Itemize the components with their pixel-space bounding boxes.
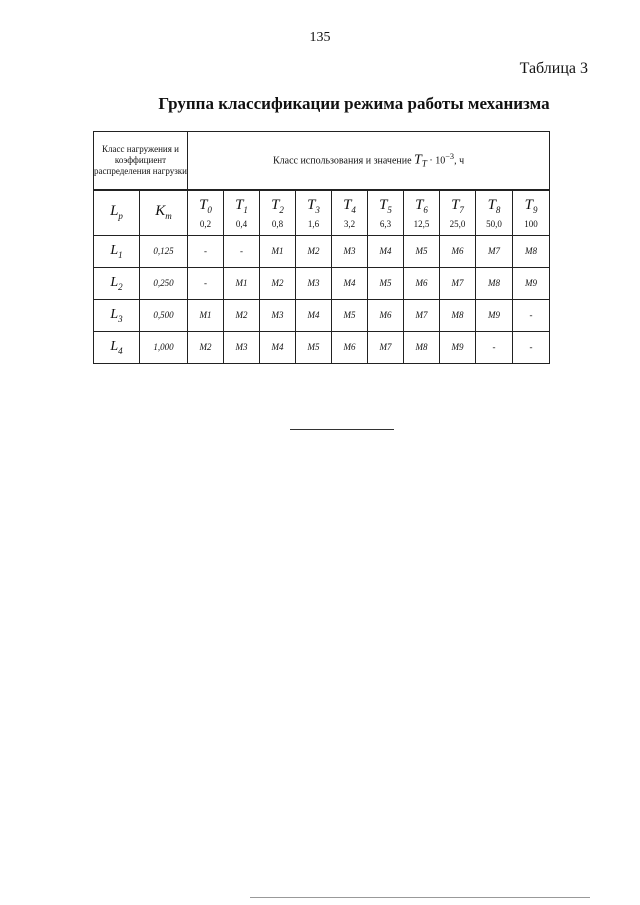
mode-group-cell: M4 xyxy=(260,331,296,363)
mode-group-cell: M7 xyxy=(368,331,404,363)
mode-group-cell: - xyxy=(513,331,550,363)
mode-group-cell: M6 xyxy=(404,267,440,299)
mode-group-cell: M5 xyxy=(296,331,332,363)
mode-group-cell: M6 xyxy=(332,331,368,363)
table-row xyxy=(94,267,550,299)
load-class-cell: $L_2$ xyxy=(94,267,140,299)
usage-class-col-8: $T_8$ 50,0 xyxy=(476,190,513,235)
load-class-cell: $L_1$ xyxy=(94,235,140,267)
mode-group-cell: M8 xyxy=(513,235,550,267)
km-value-cell: 0,250 xyxy=(140,267,188,299)
mode-group-cell: M2 xyxy=(224,299,260,331)
mode-group-cell: M9 xyxy=(476,299,513,331)
usage-symbol: T xyxy=(414,152,422,168)
mode-group-cell: M3 xyxy=(332,235,368,267)
usage-mult: · 10 xyxy=(426,155,446,167)
mode-group-cell: M5 xyxy=(368,267,404,299)
table-row xyxy=(94,299,550,331)
mode-group-cell: M2 xyxy=(188,331,224,363)
mode-group-cell: - xyxy=(224,235,260,267)
mode-group-cell: M2 xyxy=(260,267,296,299)
mode-group-cell: M2 xyxy=(296,235,332,267)
table-row xyxy=(94,235,550,267)
km-symbol: $K_m$ xyxy=(140,190,188,235)
mode-group-cell: M1 xyxy=(260,235,296,267)
mode-group-cell: M1 xyxy=(188,299,224,331)
usage-class-col-7: $T_7$ 25,0 xyxy=(440,190,476,235)
usage-text: Класс использования и значение xyxy=(272,155,412,167)
mode-group-cell: M5 xyxy=(404,235,440,267)
mode-group-cell: M7 xyxy=(476,235,513,267)
usage-sub: T xyxy=(421,158,427,169)
document-title: Группа классификации режима работы механизма xyxy=(158,94,550,113)
km-value-cell: 1,000 xyxy=(140,331,188,363)
page-number: 135 xyxy=(309,30,331,45)
table-row xyxy=(94,331,550,363)
mode-group-cell: M7 xyxy=(404,299,440,331)
bottom-line xyxy=(250,897,590,898)
km-value-cell: 0,125 xyxy=(140,235,188,267)
mode-group-cell: M6 xyxy=(440,235,476,267)
mode-group-cell: M5 xyxy=(332,299,368,331)
mode-group-cell: M8 xyxy=(440,299,476,331)
usage-class-col-6: $T_6$ 12,5 xyxy=(404,190,440,235)
load-class-header: Класс нагружения и коэффициент распределения нагрузки xyxy=(94,132,188,191)
usage-exp: −3 xyxy=(445,152,455,162)
table-label: Таблица 3 xyxy=(519,60,588,77)
usage-class-col-0: $T_0$ 0,2 xyxy=(188,190,224,235)
mode-group-cell: M1 xyxy=(224,267,260,299)
mode-group-cell: - xyxy=(188,267,224,299)
mode-group-cell: M9 xyxy=(513,267,550,299)
usage-class-header xyxy=(188,132,550,191)
mode-group-cell: M8 xyxy=(404,331,440,363)
mode-group-cell: M3 xyxy=(296,267,332,299)
header-row xyxy=(94,132,550,191)
symbols-row xyxy=(94,190,550,235)
mode-group-cell: M4 xyxy=(332,267,368,299)
usage-class-col-1: $T_1$ 0,4 xyxy=(224,190,260,235)
mode-group-cell: M3 xyxy=(224,331,260,363)
lp-symbol: $L_p$ xyxy=(94,190,140,235)
mode-group-cell: M6 xyxy=(368,299,404,331)
usage-class-col-4: $T_4$ 3,2 xyxy=(332,190,368,235)
usage-class-col-3: $T_3$ 1,6 xyxy=(296,190,332,235)
mode-group-cell: M9 xyxy=(440,331,476,363)
load-class-cell: $L_4$ xyxy=(94,331,140,363)
mode-group-cell: M3 xyxy=(260,299,296,331)
mode-group-cell: M4 xyxy=(368,235,404,267)
mode-group-cell: - xyxy=(513,299,550,331)
mode-group-cell: M4 xyxy=(296,299,332,331)
usage-unit: , ч xyxy=(454,155,465,167)
divider-line xyxy=(290,429,394,430)
usage-class-col-9: $T_9$ 100 xyxy=(513,190,550,235)
usage-class-col-5: $T_5$ 6,3 xyxy=(368,190,404,235)
mode-group-cell: M8 xyxy=(476,267,513,299)
mode-group-cell: - xyxy=(476,331,513,363)
usage-class-col-2: $T_2$ 0,8 xyxy=(260,190,296,235)
km-value-cell: 0,500 xyxy=(140,299,188,331)
mode-group-cell: M7 xyxy=(440,267,476,299)
classification-table xyxy=(93,131,550,364)
mode-group-cell: - xyxy=(188,235,224,267)
load-class-cell: $L_3$ xyxy=(94,299,140,331)
